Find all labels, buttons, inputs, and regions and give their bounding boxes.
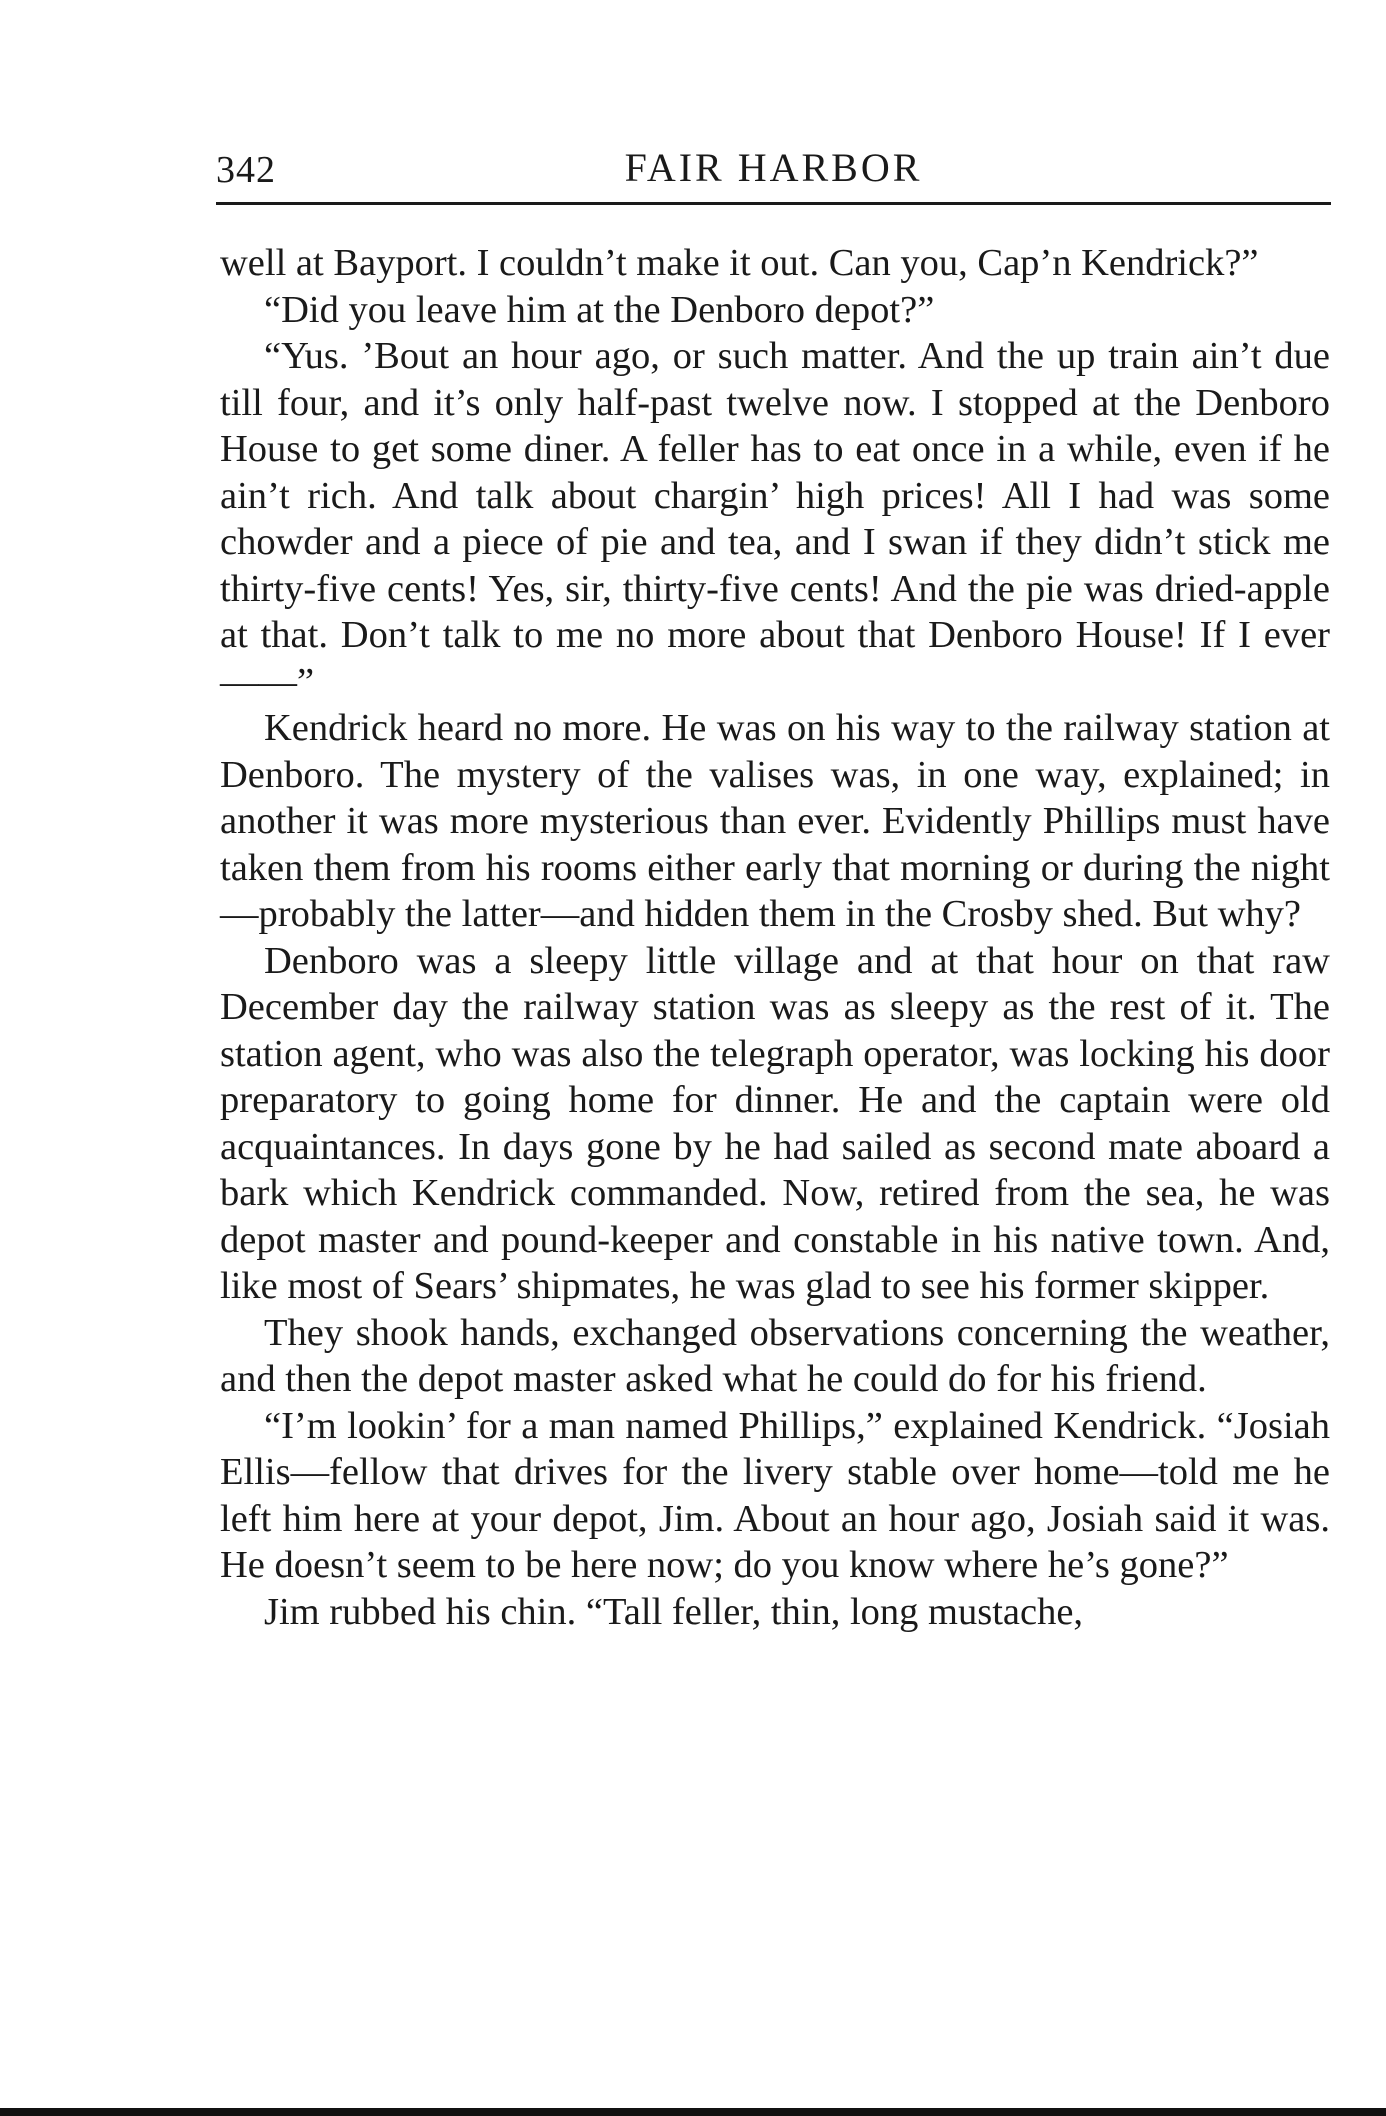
- paragraph: Jim rubbed his chin. “Tall feller, thin, long mustache,: [264, 1590, 1084, 1633]
- running-title: FAIR HARBOR: [624, 145, 923, 190]
- page-number: 342: [216, 149, 276, 191]
- page-header: [216, 140, 1331, 200]
- paragraph: “Did you leave him at the Denboro depot?”: [264, 288, 935, 331]
- paragraph: “Yus. ’Bout an hour ago, or such matter. And the up train ain’t due till four, and it’s only half-past twelve now. I stopped at the Denboro House to get some diner. A feller has to eat once in a while, even if he ain’t rich. And talk about chargin’ high prices! All I had was some chowder and a piece of pie and tea, and I swan if they didn’t stick me thirty-five cents! Yes, sir, thirty-five cents! And the pie was dried-apple at that. Don’t talk to me no more about that Denboro House! If I ever——”: [220, 335, 1330, 703]
- paragraph: Kendrick heard no more. He was on his way to the railway station at Denboro. The mystery of the valises was, in one way, explained; in another it was more mysterious than ever. Evidently Phillips must have taken them from his rooms either early that morning or during the night —probably the latter—and hidden them in the Crosby shed. But why?: [220, 707, 1330, 935]
- scan-edge: [0, 2108, 1386, 2116]
- paragraph: Denboro was a sleepy little village and at that hour on that raw December day the railway station was as sleepy as the rest of it. The station agent, who was also the telegraph operator, was locking his door preparatory to going home for dinner. He and the captain were old acquaintances. In days gone by he had sailed as second mate aboard a bark which Kendrick commanded. Now, retired from the sea, he was depot master and pound-keeper and constable in his native town. And, like most of Sears’ shipmates, he was glad to see his former skipper.: [220, 939, 1330, 1307]
- header-rule: [216, 202, 1331, 205]
- paragraph: They shook hands, exchanged observations concerning the weather, and then the depot master asked what he could do for his friend.: [220, 1311, 1330, 1400]
- paragraph: “I’m lookin’ for a man named Phillips,” explained Kendrick. “Josiah Ellis—fellow that drives for the livery stable over home—told me he left him here at your depot, Jim. About an hour ago, Josiah said it was. He doesn’t seem to be here now; do you know where he’s gone?”: [220, 1404, 1330, 1586]
- paragraph: well at Bayport. I couldn’t make it out. Can you, Cap’n Kendrick?”: [220, 242, 1259, 284]
- body-text: [220, 240, 1330, 1635]
